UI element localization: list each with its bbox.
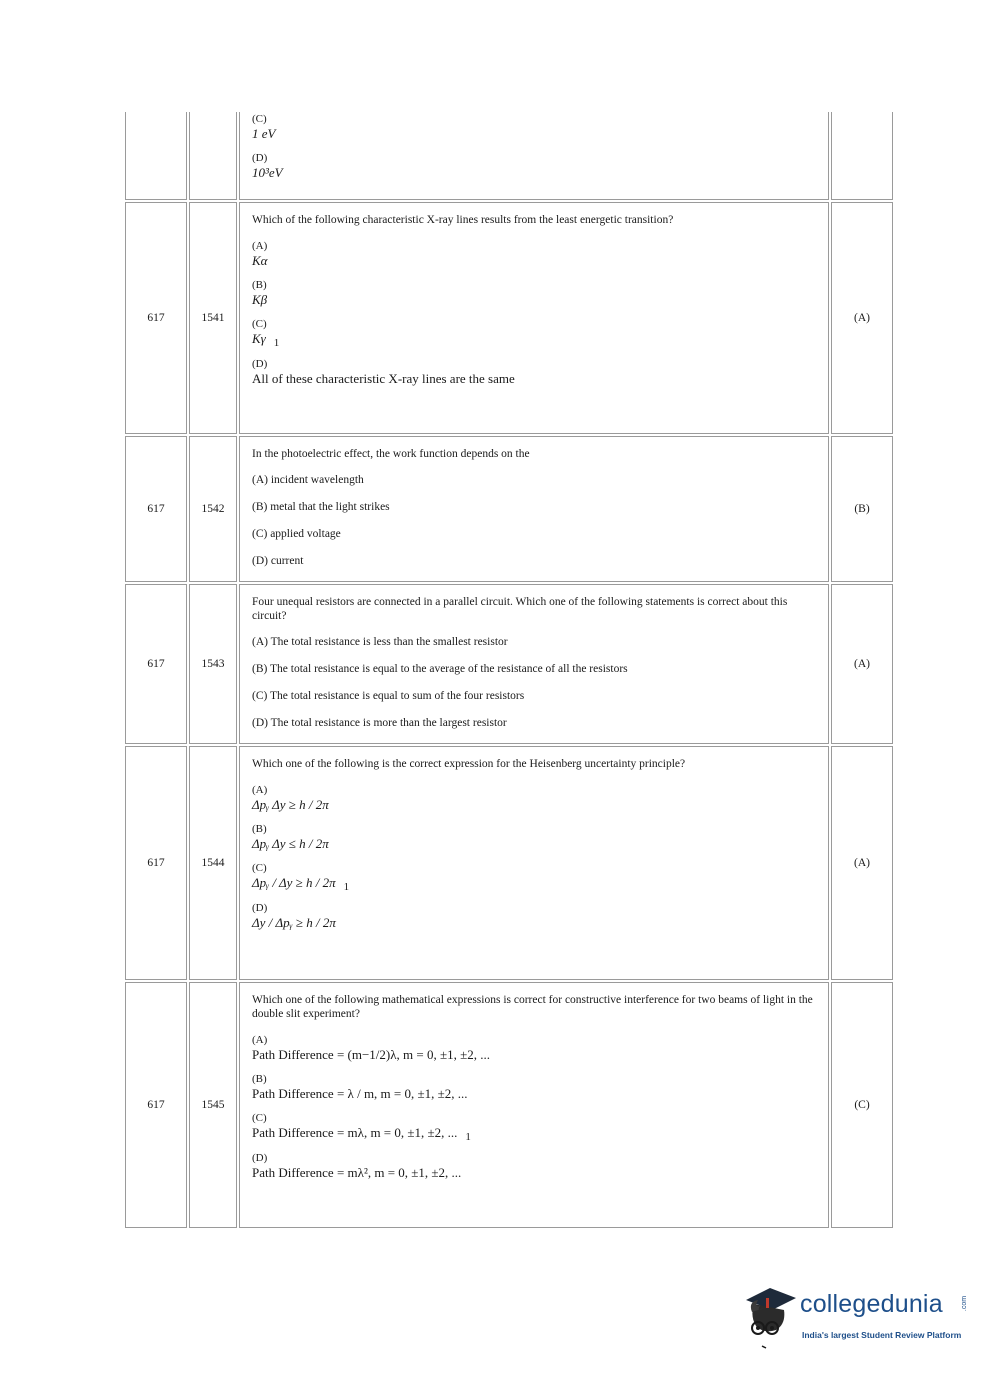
question-text: Which one of the following is the correct expression for the Heisenberg uncertainty principle? bbox=[252, 758, 686, 770]
question-text: In the photoelectric effect, the work function depends on the bbox=[252, 448, 530, 460]
question-text: Which one of the following mathematical expressions is correct for constructive interference for two beams of light in the double slit experiment? bbox=[252, 994, 813, 1020]
answer-cell: (A) bbox=[831, 584, 893, 744]
answer-cell: (B) bbox=[831, 436, 893, 582]
option-d: (D) current bbox=[252, 555, 304, 567]
option-c: (C) Kγ $_1$ bbox=[252, 318, 280, 349]
question-text: Which of the following characteristic X-ray lines results from the least energetic transition? bbox=[252, 214, 674, 226]
option-d: (D) 10³eV bbox=[252, 152, 283, 180]
question-cell bbox=[239, 982, 829, 1228]
question-id-cell: 1541 bbox=[189, 202, 237, 434]
question-id-cell: 1542 bbox=[189, 436, 237, 582]
option-d: (D) Δy / Δpᵧ ≥ h / 2π bbox=[252, 902, 336, 930]
table-row bbox=[125, 436, 893, 582]
question-id-cell bbox=[189, 112, 237, 200]
table-row bbox=[125, 202, 893, 434]
question-cell bbox=[239, 746, 829, 980]
question-table bbox=[123, 110, 895, 1230]
option-b: (B) Kβ bbox=[252, 279, 268, 307]
mascot-icon bbox=[742, 1282, 800, 1352]
question-cell bbox=[239, 584, 829, 744]
question-cell bbox=[239, 436, 829, 582]
brand-tagline: India's largest Student Review Platform bbox=[802, 1330, 962, 1340]
option-a: (A) Kα bbox=[252, 240, 268, 268]
option-b: (B) Δpᵧ Δy ≤ h / 2π bbox=[252, 823, 329, 851]
serial-cell bbox=[125, 112, 187, 200]
option-b: (B) metal that the light strikes bbox=[252, 501, 390, 513]
option-a: (A) Δpᵧ Δy ≥ h / 2π bbox=[252, 784, 329, 812]
option-c: (C) 1 eV bbox=[252, 113, 276, 141]
answer-cell: (A) bbox=[831, 746, 893, 980]
brand-logo bbox=[742, 1282, 972, 1352]
table-row bbox=[125, 112, 893, 200]
question-cell bbox=[239, 202, 829, 434]
stray-mark: 1 bbox=[465, 1131, 471, 1143]
question-text: Four unequal resistors are connected in a parallel circuit. Which one of the following statements is correct about this circuit? bbox=[252, 596, 788, 622]
table-row bbox=[125, 982, 893, 1228]
brand-name: collegedunia bbox=[800, 1290, 943, 1318]
option-b: (B) The total resistance is equal to the average of the resistance of all the resistors bbox=[252, 663, 628, 675]
question-id-cell: 1543 bbox=[189, 584, 237, 744]
serial-cell: 617 bbox=[125, 202, 187, 434]
answer-cell: (C) bbox=[831, 982, 893, 1228]
serial-cell: 617 bbox=[125, 584, 187, 744]
stray-mark: 1 bbox=[273, 337, 280, 349]
table-row bbox=[125, 746, 893, 980]
brand-domain: .com bbox=[961, 1295, 969, 1312]
option-c: (C) The total resistance is equal to sum of the four resistors bbox=[252, 690, 525, 702]
serial-cell: 617 bbox=[125, 436, 187, 582]
question-cell bbox=[239, 112, 829, 200]
option-d: (D) All of these characteristic X-ray lines are the same bbox=[252, 358, 515, 386]
serial-cell: 617 bbox=[125, 746, 187, 980]
answer-cell: (A) bbox=[831, 202, 893, 434]
stray-mark: 1 bbox=[343, 881, 350, 893]
option-a: (A) The total resistance is less than the smallest resistor bbox=[252, 636, 508, 648]
option-c: (C) applied voltage bbox=[252, 528, 341, 540]
question-id-cell: 1544 bbox=[189, 746, 237, 980]
option-d: (D) The total resistance is more than the largest resistor bbox=[252, 717, 507, 729]
option-c: (C) Δpᵧ / Δy ≥ h / 2π $_1$ bbox=[252, 862, 350, 893]
option-a: (A) incident wavelength bbox=[252, 474, 364, 486]
table-row bbox=[125, 584, 893, 744]
option-a: (A) Path Difference = (m−1/2)λ, m = 0, ±1, ±2, ... bbox=[252, 1034, 491, 1062]
serial-cell: 617 bbox=[125, 982, 187, 1228]
question-id-cell: 1545 bbox=[189, 982, 237, 1228]
option-c: (C) Path Difference = mλ, m = 0, ±1, ±2, ... $_1$ bbox=[252, 1112, 471, 1143]
option-d: (D) Path Difference = mλ², m = 0, ±1, ±2, ... bbox=[252, 1152, 462, 1180]
option-b: (B) Path Difference = λ / m, m = 0, ±1, ±2, ... bbox=[252, 1073, 468, 1101]
answer-cell bbox=[831, 112, 893, 200]
